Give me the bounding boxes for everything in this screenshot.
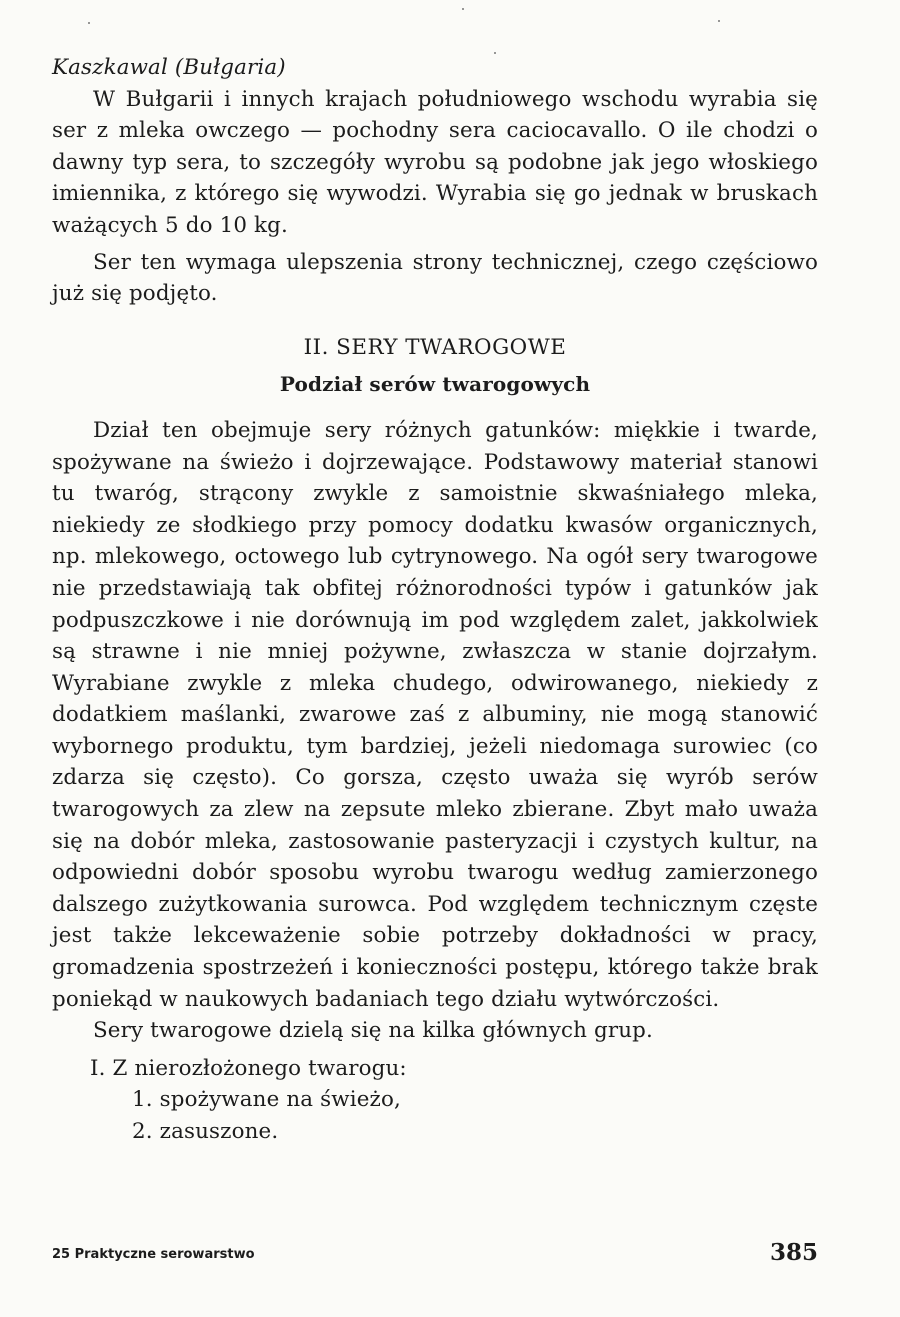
list-item: 2. zasuszone. [132,1119,279,1144]
list-group-label: I. Z nierozłożonego twarogu: [90,1055,407,1081]
list-item: 1. spożywane na świeżo, [132,1087,401,1113]
paragraph: W Bułgarii i innych krajach południowego wschodu wyrabia się ser z mleka owczego — pochodny sera caciocavallo. O ile chodzi o dawny typ sera, to szczegóły wyrobu są podobne jak jego włoskiego imiennika, z którego się wywodzi. Wyrabia się go jednak w bruskach ważących 5 do 10 kg. [52,86,818,238]
printer-signature: 25 Praktyczne serowarstwo [52,1247,255,1262]
subheading: Podział serów twarogowych [279,372,591,397]
print-speck [462,8,464,10]
print-speck [88,22,90,24]
print-speck [718,20,720,22]
paragraph: Dział ten obejmuje sery różnych gatunków: miękkie i twarde, spożywane na świeżo i dojrzewające. Podstawowy materiał stanowi tu twaróg, strącony zwykle z samoistnie skwaśniałego mleka, niekiedy ze słodkiego przy pomocy dodatku kwasów organicznych, np. mlekowego, octowego lub cytrynowego. Na ogół sery twarogowe nie przedstawiają tak obfitej różnorodności typów i gatunków jak podpuszczkowe i nie dorównują im pod względem zalet, jakkolwiek są strawne i nie mniej pożywne, zwłaszcza w stanie dojrzałym. Wyrabiane zwykle z mleka chudego, odwirowanego, niekiedy z dodatkiem maślanki, zwarowe zaś z albuminy, nie mogą stanowić wybornego produktu, tym bardziej, jeżeli niedomaga surowiec (co zdarza się często). Co gorsza, często uważa się wyrób serów twarogowych za zlew na zepsute mleko zbierane. Zbyt mało uważa się na dobór mleka, zastosowanie pasteryzacji i czystych kultur, na odpowiedni dobór sposobu wyrobu twarogu według zamierzonego dalszego zużytkowania surowca. Pod względem technicznym częste jest także lekceważenie sobie potrzeby dokładności w pracy, gromadzenia spostrzeżeń i konieczności postępu, którego także brak poniekąd w naukowych badaniach tego działu wytwórczości. [52,417,818,1012]
page-number: 385 [769,1239,818,1266]
chapter-heading: II. SERY TWAROGOWE [303,334,567,360]
section-title: Kaszkawal (Bułgaria) [52,55,286,80]
page-body [52,52,818,1148]
paragraph: Ser ten wymaga ulepszenia strony technicznej, czego częściowo już się podjęto. [52,249,818,307]
paragraph: Sery twarogowe dzielą się na kilka głównych grup. [93,1018,653,1044]
